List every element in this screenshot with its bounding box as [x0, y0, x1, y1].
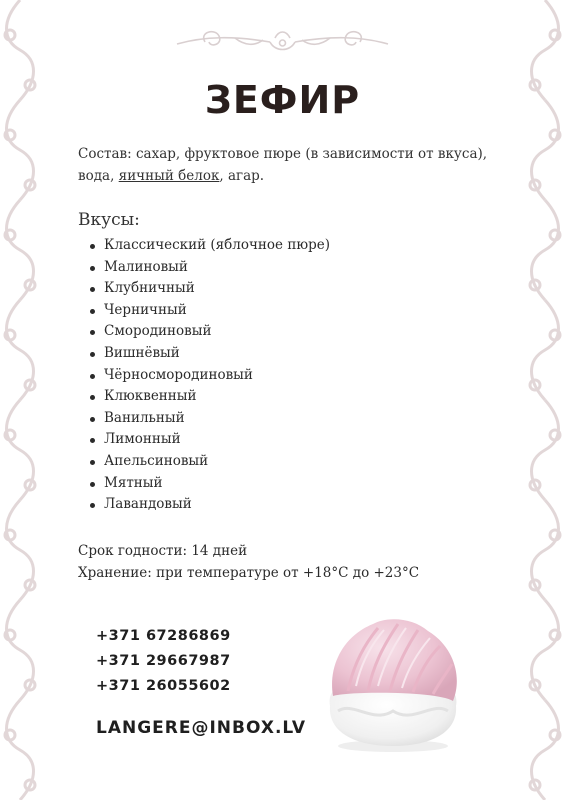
composition-text [78, 143, 498, 187]
composition-line-1: Состав: сахар, фруктовое пюре (в зависимости от вкуса), [78, 146, 488, 162]
phone-number[interactable]: +371 29667987 [96, 653, 231, 669]
flavor-item: Ванильный [88, 408, 330, 430]
storage-text: Хранение: при температуре от +18°C до +23°C [78, 565, 420, 581]
phone-number[interactable]: +371 26055602 [96, 678, 231, 694]
email-address[interactable]: LANGERE@INBOX.LV [96, 718, 307, 738]
flavor-item: Клюквенный [88, 386, 330, 408]
phone-list [96, 624, 231, 699]
flavor-item: Смородиновый [88, 321, 330, 343]
shelf-life-text: Срок годности: 14 дней [78, 543, 248, 559]
composition-line-2-end: , агар. [219, 168, 265, 184]
flavor-item: Классический (яблочное пюре) [88, 235, 330, 257]
flavor-item: Чёрносмородиновый [88, 365, 330, 387]
flavor-item: Мятный [88, 473, 330, 495]
flavor-item: Клубничный [88, 278, 330, 300]
flavor-item: Малиновый [88, 257, 330, 279]
flavor-item: Лавандовый [88, 494, 330, 516]
underlined-egg-white: яичный белок [118, 168, 220, 184]
flavors-list [88, 235, 330, 516]
phone-number[interactable]: +371 67286869 [96, 628, 231, 644]
composition-line-2 [78, 165, 498, 187]
flavor-item: Черничный [88, 300, 330, 322]
storage-info [78, 540, 419, 584]
flavor-item: Лимонный [88, 429, 330, 451]
composition-line-2-start: вода, [78, 168, 119, 184]
top-flourish-ornament [175, 26, 390, 58]
flavors-heading: Вкусы: [78, 210, 140, 230]
flavor-item: Апельсиновый [88, 451, 330, 473]
flavor-item: Вишнёвый [88, 343, 330, 365]
page-title: ЗЕФИР [204, 78, 361, 122]
zefir-image [318, 606, 468, 756]
